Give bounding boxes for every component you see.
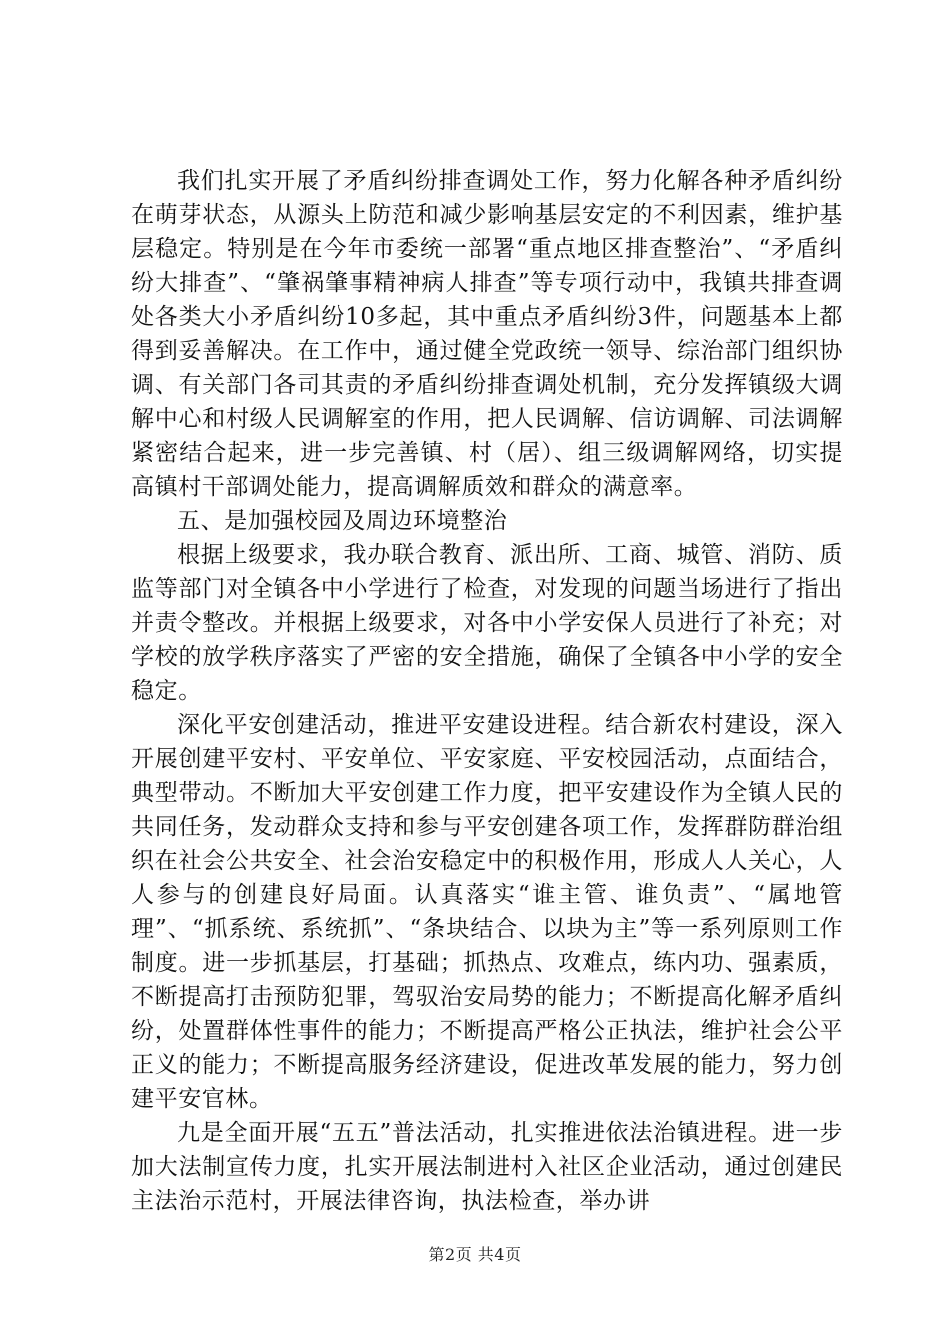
paragraph-peace-building: 深化平安创建活动，推进平安建设进程。结合新农村建设，深入开展创建平安村、平安单位、平安家庭、平安校园活动，点面结合，典型带动。不断加大平安创建工作力度，把平安建设作为全镇人民的共同任务，发动群众支持和参与平安创建各项工作，发挥群防群治组织在社会公共安全、社会治安稳定中的积极作用，形成人人关心，人人参与的创建良好局面。认真落实“谁主管、谁负责”、“属地管理”、“抓系统、系统抓”、“条块结合、以块为主”等一系列原则工作制度。进一步抓基层，打基础；抓热点、攻难点，练内功、强素质，不断提高打击预防犯罪，驾驭治安局势的能力；不断提高化解矛盾纠纷，处置群体性事件的能力；不断提高严格公正执法，维护社会公平正义的能力；不断提高服务经济建设，促进改革发展的能力，努力创建平安官林。 xyxy=(131,712,843,1112)
document-body xyxy=(131,164,843,1218)
page-footer xyxy=(0,1244,950,1266)
section-heading-campus-safety: 五、是加强校园及周边环境整治 xyxy=(177,508,508,534)
paragraph-campus-inspection: 根据上级要求，我办联合教育、派出所、工商、城管、消防、质监等部门对全镇各中小学进行了检查，对发现的问题当场进行了指出并责令整改。并根据上级要求，对各中小学安保人员进行了补充；对学校的放学秩序落实了严密的安全措施，确保了全镇各中小学的安全稳定。 xyxy=(131,542,843,704)
paragraph-dispute-mediation: 我们扎实开展了矛盾纠纷排查调处工作，努力化解各种矛盾纠纷在萌芽状态，从源头上防范和减少影响基层安定的不利因素，维护基层稳定。特别是在今年市委统一部署“重点地区排查整治”、“矛盾纠纷大排查”、“肇祸肇事精神病人排查”等专项行动中，我镇共排查调处各类大小矛盾纠纷10多起，其中重点矛盾纠纷3件，问题基本上都得到妥善解决。在工作中，通过健全党政统一领导、综治部门组织协调、有关部门各司其责的矛盾纠纷排查调处机制，充分发挥镇级大调解中心和村级人民调解室的作用，把人民调解、信访调解、司法调解紧密结合起来，进一步完善镇、村（居）、组三级调解网络，切实提高镇村干部调处能力，提高调解质效和群众的满意率。 xyxy=(131,168,843,500)
page-number-label: 第2页 共4页 xyxy=(428,1245,522,1264)
paragraph-legal-education: 九是全面开展“五五”普法活动，扎实推进依法治镇进程。进一步加大法制宣传力度，扎实开展法制进村入社区企业活动，通过创建民主法治示范村，开展法律咨询，执法检查，举办讲 xyxy=(131,1120,843,1214)
